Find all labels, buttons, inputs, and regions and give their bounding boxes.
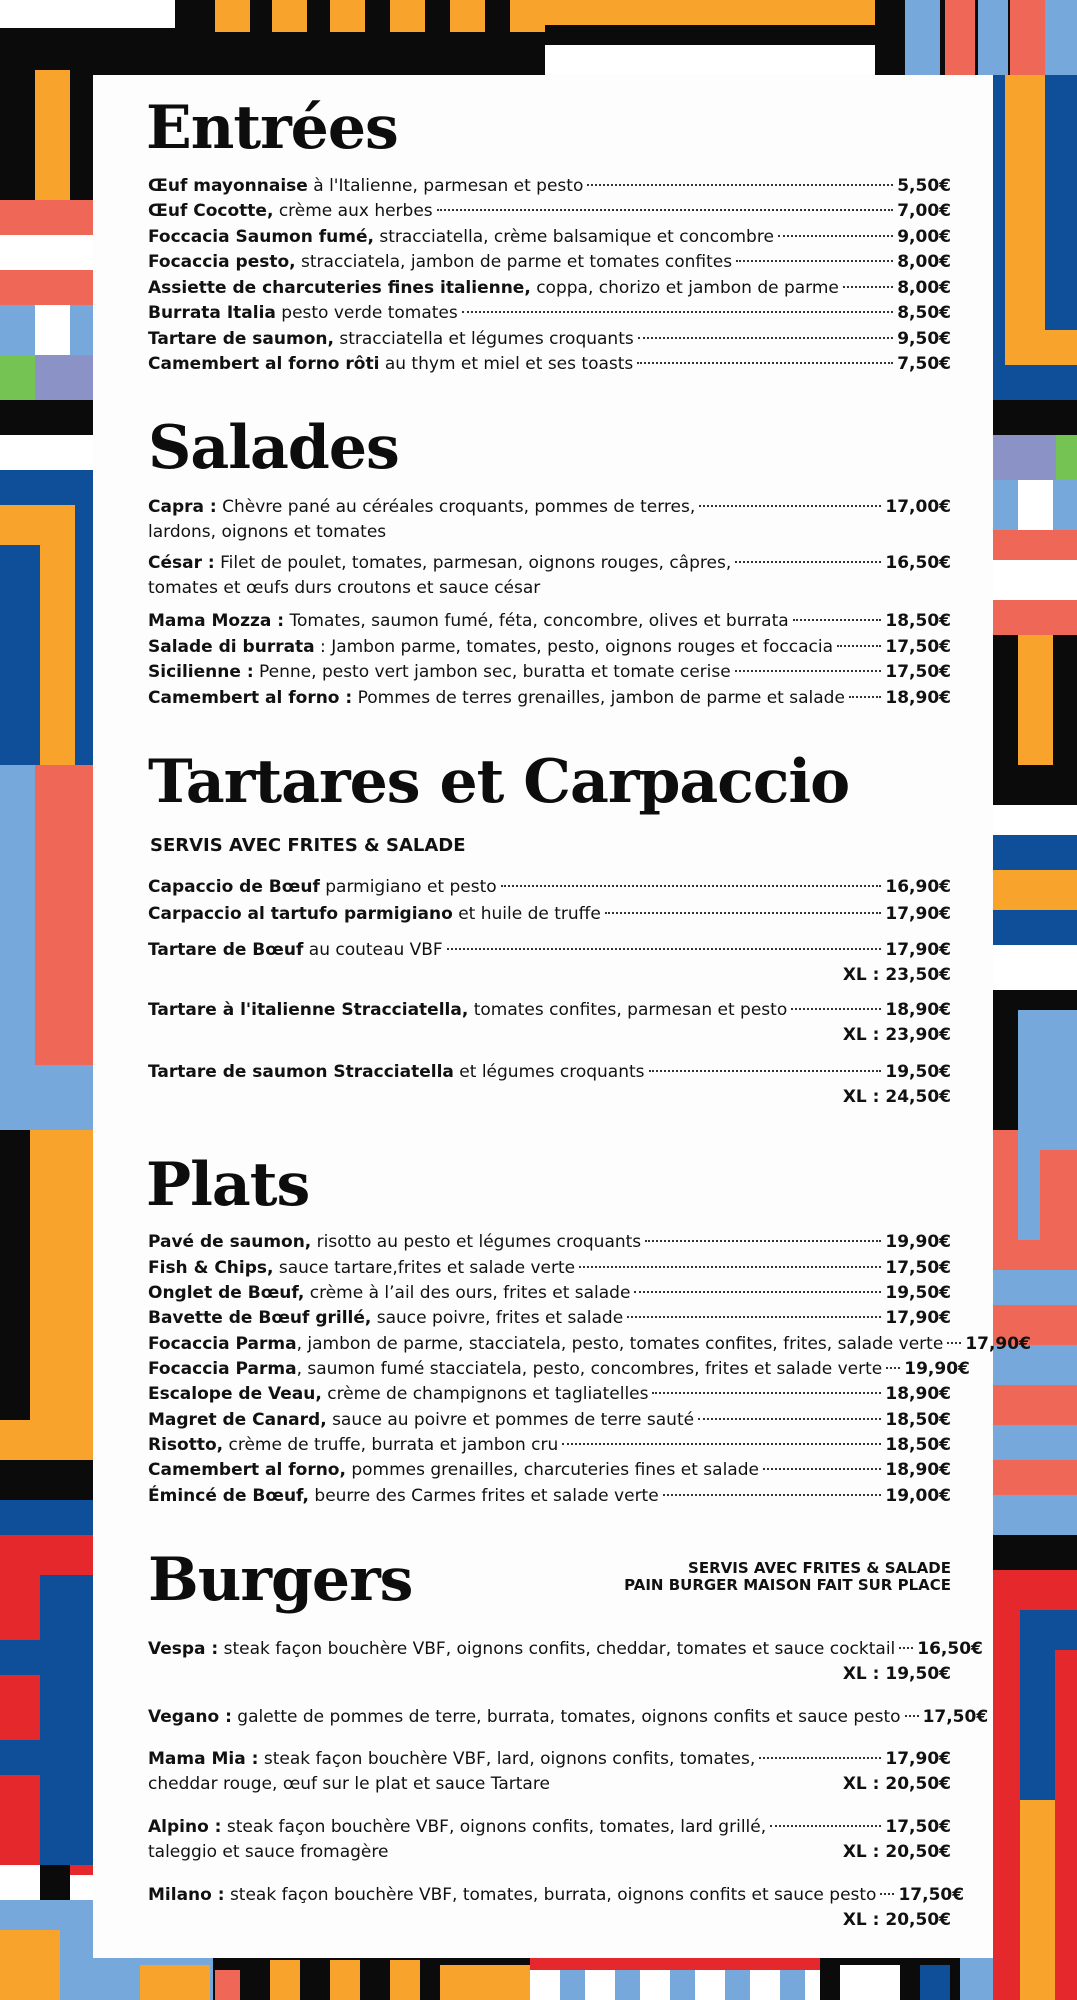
item-name: Capra : — [148, 497, 217, 517]
item-description: : Jambon parme, tomates, pesto, oignons rouges et foccacia — [314, 637, 834, 657]
item-description: steak façon bouchère VBF, oignons confits, tomates, lard grillé, — [221, 1817, 767, 1837]
item-line — [148, 1382, 951, 1407]
item-text — [148, 225, 774, 250]
item-price: 19,50€ — [885, 1283, 951, 1303]
entrees-item — [148, 301, 951, 326]
item-description: steak façon bouchère VBF, tomates, burrata, oignons confits et sauce pesto — [224, 1885, 877, 1905]
dot-leader — [736, 260, 893, 262]
item-description: crème de truffe, burrata et jambon cru — [223, 1435, 559, 1455]
item-price: 19,00€ — [885, 1486, 951, 1506]
item-line-2 — [148, 520, 951, 545]
item-text — [148, 1408, 694, 1433]
item-price: 17,50€ — [885, 637, 951, 657]
entrees-item — [148, 352, 951, 377]
dot-leader — [947, 1342, 961, 1344]
item-text — [148, 1484, 659, 1509]
item-line — [148, 938, 951, 963]
item-text — [148, 1883, 876, 1908]
item-price: 19,90€ — [885, 1232, 951, 1252]
section-title-plats: Plats — [146, 1150, 310, 1220]
burgers-item — [148, 1637, 983, 1687]
item-name: Onglet de Bœuf, — [148, 1283, 305, 1303]
dot-leader — [627, 1316, 881, 1318]
item-name: Assiette de charcuteries fines italienne, — [148, 278, 531, 298]
burgers-note-line2: PAIN BURGER MAISON FAIT SUR PLACE — [624, 1576, 951, 1594]
plats-item — [148, 1408, 951, 1433]
item-line — [148, 199, 951, 224]
tartares-item — [148, 938, 951, 988]
item-description: stracciatella et légumes croquants — [333, 329, 634, 349]
item-price: 17,50€ — [885, 1258, 951, 1278]
item-price: 17,90€ — [885, 940, 951, 960]
item-line — [148, 609, 951, 634]
item-price: 17,50€ — [885, 1817, 951, 1837]
dot-leader — [759, 1757, 881, 1759]
item-name: Camembert al forno : — [148, 688, 353, 708]
item-price: 18,90€ — [885, 1384, 951, 1404]
item-description: et huile de truffe — [452, 904, 601, 924]
item-line — [148, 1433, 951, 1458]
entrees-item — [148, 174, 951, 199]
item-name: Tartare de Bœuf — [148, 940, 304, 960]
entrees-item — [148, 250, 951, 275]
dot-leader — [837, 645, 881, 647]
item-description: , saumon fumé stacciatela, pesto, concombres, frites et salade verte — [296, 1359, 883, 1379]
item-price: 9,00€ — [897, 227, 951, 247]
item-price: 17,00€ — [885, 497, 951, 517]
item-text — [148, 1357, 882, 1382]
item-text — [148, 1060, 645, 1085]
salades-item — [148, 635, 951, 660]
item-description: galette de pommes de terre, burrata, tomates, oignons confits et sauce pesto — [231, 1707, 901, 1727]
item-description: à l'Italienne, parmesan et pesto — [307, 176, 584, 196]
item-name: Alpino : — [148, 1817, 222, 1837]
item-text — [148, 495, 695, 520]
item-line-2 — [148, 576, 951, 601]
dot-leader — [562, 1443, 881, 1445]
item-name: Foccacia Saumon fumé, — [148, 227, 374, 247]
item-price: 8,00€ — [897, 252, 951, 272]
burgers-note-line1: SERVIS AVEC FRITES & SALADE — [688, 1559, 951, 1577]
item-description: pommes grenailles, charcuteries fines et salade — [345, 1460, 759, 1480]
item-name: Capaccio de Bœuf — [148, 877, 320, 897]
item-name: Burrata Italia — [148, 303, 276, 323]
item-text — [148, 301, 458, 326]
item-price: 5,50€ — [897, 176, 951, 196]
item-line — [148, 686, 951, 711]
item-description: Penne, pesto vert jambon sec, buratta et tomate cerise — [253, 662, 731, 682]
dot-leader — [447, 948, 882, 950]
item-price: 18,90€ — [885, 688, 951, 708]
burgers-item — [148, 1883, 965, 1933]
item-line-2 — [148, 1772, 951, 1797]
item-name: Vegano : — [148, 1707, 232, 1727]
item-line — [148, 276, 951, 301]
dot-leader — [849, 696, 881, 698]
item-price: 18,90€ — [885, 1460, 951, 1480]
item-line — [148, 327, 951, 352]
item-name: Fish & Chips, — [148, 1258, 274, 1278]
item-description: stracciatella, crème balsamique et concombre — [373, 227, 774, 247]
item-description: sauce tartare,frites et salade verte — [273, 1258, 576, 1278]
section-title-salades: Salades — [148, 413, 399, 483]
item-line — [148, 1060, 951, 1085]
item-line — [148, 1458, 951, 1483]
item-text — [148, 1306, 623, 1331]
item-name: Salade di burrata — [148, 637, 315, 657]
item-description: steak façon bouchère VBF, lard, oignons confits, tomates, — [258, 1749, 756, 1769]
item-price: 17,50€ — [885, 662, 951, 682]
item-line-2 — [148, 1840, 951, 1865]
item-price: 7,50€ — [897, 354, 951, 374]
salades-item — [148, 686, 951, 711]
dot-leader — [605, 912, 882, 914]
item-name: Tartare de saumon, — [148, 329, 334, 349]
item-text — [148, 1382, 648, 1407]
item-line — [148, 1637, 983, 1662]
item-xl-price: XL : 19,50€ — [842, 1664, 951, 1684]
item-line — [148, 1408, 951, 1433]
item-text — [148, 1747, 755, 1772]
item-line — [148, 660, 951, 685]
item-line — [148, 1230, 951, 1255]
item-text — [148, 1458, 759, 1483]
item-text — [148, 352, 633, 377]
item-name: Pavé de saumon, — [148, 1232, 312, 1252]
section-title-burgers: Burgers — [148, 1545, 413, 1615]
item-text — [148, 609, 789, 634]
item-name: Œuf Cocotte, — [148, 201, 274, 221]
dot-leader — [905, 1715, 919, 1717]
item-xl-price: XL : 23,90€ — [842, 1025, 951, 1045]
dot-leader — [638, 337, 893, 339]
item-description: beurre des Carmes frites et salade verte — [309, 1486, 659, 1506]
dot-leader — [880, 1893, 894, 1895]
item-price: 16,50€ — [917, 1639, 983, 1659]
plats-item — [148, 1256, 951, 1281]
section-title-entrees: Entrées — [146, 93, 398, 163]
burgers-item — [148, 1815, 951, 1865]
item-price: 9,50€ — [897, 329, 951, 349]
item-line — [148, 1357, 970, 1382]
item-text — [148, 1433, 558, 1458]
plats-item — [148, 1382, 951, 1407]
dot-leader — [579, 1266, 881, 1268]
item-name: Sicilienne : — [148, 662, 254, 682]
item-description: et légumes croquants — [453, 1062, 645, 1082]
item-name: Mama Mozza : — [148, 611, 285, 631]
item-description: sauce au poivre et pommes de terre sauté — [326, 1410, 695, 1430]
item-description: Pommes de terres grenailles, jambon de parme et salade — [352, 688, 845, 708]
item-line — [148, 352, 951, 377]
item-line — [148, 902, 951, 927]
item-name: Mama Mia : — [148, 1749, 259, 1769]
salades-item — [148, 551, 951, 601]
item-line — [148, 875, 951, 900]
burgers-note — [624, 1560, 951, 1594]
item-text — [148, 1705, 901, 1730]
dot-leader — [735, 670, 882, 672]
tartares-subtitle: SERVIS AVEC FRITES & SALADE — [150, 835, 466, 856]
item-text — [148, 1230, 641, 1255]
item-description-cont: taleggio et sauce fromagère — [148, 1842, 389, 1862]
dot-leader — [501, 885, 882, 887]
item-text — [148, 1256, 575, 1281]
dot-leader — [699, 505, 881, 507]
item-text — [148, 1637, 895, 1662]
dot-leader — [735, 561, 881, 563]
item-name: Risotto, — [148, 1435, 224, 1455]
menu-card — [93, 75, 1031, 1958]
item-name: Tartare à l'italienne Stracciatella, — [148, 1000, 469, 1020]
item-price: 16,90€ — [885, 877, 951, 897]
item-price: 8,00€ — [897, 278, 951, 298]
item-text — [148, 635, 833, 660]
item-line — [148, 1306, 951, 1331]
item-description: coppa, chorizo et jambon de parme — [530, 278, 839, 298]
item-name: Focaccia Parma — [148, 1359, 297, 1379]
item-name: Camembert al forno, — [148, 1460, 346, 1480]
item-description: tomates confites, parmesan et pesto — [468, 1000, 788, 1020]
plats-item — [148, 1281, 951, 1306]
item-text — [148, 902, 601, 927]
item-price: 17,90€ — [965, 1334, 1031, 1354]
item-text — [148, 551, 731, 576]
item-name: César : — [148, 553, 215, 573]
section-title-tartares: Tartares et Carpaccio — [148, 747, 850, 817]
plats-item — [148, 1332, 1031, 1357]
item-price: 17,50€ — [922, 1707, 989, 1727]
item-line — [148, 635, 951, 660]
salades-item — [148, 495, 951, 545]
item-description: pesto verde tomates — [275, 303, 458, 323]
dot-leader — [634, 1291, 881, 1293]
item-line — [148, 1815, 951, 1840]
item-line — [148, 998, 951, 1023]
item-price: 7,00€ — [897, 201, 951, 221]
item-text — [148, 327, 634, 352]
dot-leader — [793, 619, 882, 621]
dot-leader — [645, 1240, 881, 1242]
entrees-item — [148, 225, 951, 250]
item-name: Bavette de Bœuf grillé, — [148, 1308, 372, 1328]
item-text — [148, 660, 731, 685]
item-line — [148, 1484, 951, 1509]
item-name: Tartare de saumon Stracciatella — [148, 1062, 454, 1082]
item-text — [148, 174, 583, 199]
item-xl-price: XL : 24,50€ — [842, 1087, 951, 1107]
tartares-item — [148, 902, 951, 927]
item-description: Filet de poulet, tomates, parmesan, oignons rouges, câpres, — [214, 553, 732, 573]
dot-leader — [778, 235, 893, 237]
item-description: crème à l’ail des ours, frites et salade — [304, 1283, 631, 1303]
dot-leader — [899, 1647, 913, 1649]
dot-leader — [649, 1070, 882, 1072]
item-price: 18,50€ — [885, 611, 951, 631]
item-description: , jambon de parme, stacciatela, pesto, tomates confites, frites, salade verte — [296, 1334, 944, 1354]
plats-item — [148, 1433, 951, 1458]
item-price: 16,50€ — [885, 553, 951, 573]
item-name: Focaccia Parma — [148, 1334, 297, 1354]
plats-item — [148, 1484, 951, 1509]
dot-leader — [886, 1367, 900, 1369]
item-name: Camembert al forno rôti — [148, 354, 380, 374]
item-price: 18,50€ — [885, 1410, 951, 1430]
item-name: Magret de Canard, — [148, 1410, 327, 1430]
item-price: 17,50€ — [898, 1885, 965, 1905]
item-text — [148, 1281, 630, 1306]
dot-leader — [652, 1392, 881, 1394]
entrees-item — [148, 327, 951, 352]
item-price: 18,90€ — [885, 1000, 951, 1020]
item-line — [148, 495, 951, 520]
dot-leader — [763, 1468, 881, 1470]
item-text — [148, 998, 787, 1023]
item-xl-price: XL : 20,50€ — [842, 1910, 951, 1930]
item-line — [148, 225, 951, 250]
item-name: Œuf mayonnaise — [148, 176, 308, 196]
item-name: Milano : — [148, 1885, 225, 1905]
entrees-item — [148, 276, 951, 301]
burgers-item — [148, 1747, 951, 1797]
item-price: 19,90€ — [904, 1359, 970, 1379]
item-line — [148, 1332, 1031, 1357]
item-description: sauce poivre, frites et salade — [371, 1308, 624, 1328]
item-line — [148, 1256, 951, 1281]
dot-leader — [770, 1825, 881, 1827]
burgers-item — [148, 1705, 989, 1730]
item-description: risotto au pesto et légumes croquants — [311, 1232, 642, 1252]
item-description: crème de champignons et tagliatelles — [321, 1384, 649, 1404]
item-name: Vespa : — [148, 1639, 219, 1659]
tartares-item — [148, 875, 951, 900]
plats-item — [148, 1357, 970, 1382]
item-description: Chèvre pané au céréales croquants, pommes de terres, — [216, 497, 696, 517]
item-description: crème aux herbes — [273, 201, 433, 221]
salades-item — [148, 660, 951, 685]
item-description: au thym et miel et ses toasts — [379, 354, 634, 374]
item-text — [148, 250, 732, 275]
item-line — [148, 1705, 989, 1730]
item-price: 19,50€ — [885, 1062, 951, 1082]
item-line — [148, 1747, 951, 1772]
item-name: Carpaccio al tartufo parmigiano — [148, 904, 453, 924]
dot-leader — [462, 311, 893, 313]
item-text — [148, 199, 433, 224]
item-text — [148, 1332, 943, 1357]
dot-leader — [587, 184, 893, 186]
item-price: 8,50€ — [897, 303, 951, 323]
item-line — [148, 174, 951, 199]
item-name: Focaccia pesto, — [148, 252, 296, 272]
plats-item — [148, 1306, 951, 1331]
item-line — [148, 1883, 965, 1908]
entrees-item — [148, 199, 951, 224]
item-description: au couteau VBF — [303, 940, 443, 960]
item-description-cont: cheddar rouge, œuf sur le plat et sauce Tartare — [148, 1774, 550, 1794]
item-line — [148, 551, 951, 576]
item-line — [148, 301, 951, 326]
item-price: 17,90€ — [885, 1308, 951, 1328]
item-description-cont: lardons, oignons et tomates — [148, 522, 387, 542]
dot-leader — [637, 362, 893, 364]
item-name: Escalope de Veau, — [148, 1384, 322, 1404]
item-description: parmigiano et pesto — [319, 877, 497, 897]
item-description-cont: tomates et œufs durs croutons et sauce césar — [148, 578, 541, 598]
item-text — [148, 276, 839, 301]
item-line — [148, 1281, 951, 1306]
tartares-item — [148, 998, 951, 1048]
item-price: 17,90€ — [885, 1749, 951, 1769]
item-description: stracciatela, jambon de parme et tomates confites — [295, 252, 733, 272]
item-price: 17,90€ — [885, 904, 951, 924]
tartares-item — [148, 1060, 951, 1110]
item-text — [148, 875, 497, 900]
item-text — [148, 938, 443, 963]
salades-item — [148, 609, 951, 634]
item-line — [148, 250, 951, 275]
dot-leader — [437, 209, 894, 211]
item-xl-price: XL : 20,50€ — [842, 1774, 951, 1794]
item-description: Tomates, saumon fumé, féta, concombre, olives et burrata — [284, 611, 789, 631]
item-name: Émincé de Bœuf, — [148, 1486, 309, 1506]
item-text — [148, 1815, 766, 1840]
dot-leader — [698, 1418, 881, 1420]
item-xl-price: XL : 20,50€ — [842, 1842, 951, 1862]
plats-item — [148, 1230, 951, 1255]
item-price: 18,50€ — [885, 1435, 951, 1455]
item-text — [148, 686, 845, 711]
dot-leader — [791, 1008, 881, 1010]
plats-item — [148, 1458, 951, 1483]
item-xl-price: XL : 23,50€ — [842, 965, 951, 985]
item-description: steak façon bouchère VBF, oignons confits, cheddar, tomates et sauce cocktail — [218, 1639, 896, 1659]
dot-leader — [843, 286, 893, 288]
dot-leader — [663, 1494, 882, 1496]
